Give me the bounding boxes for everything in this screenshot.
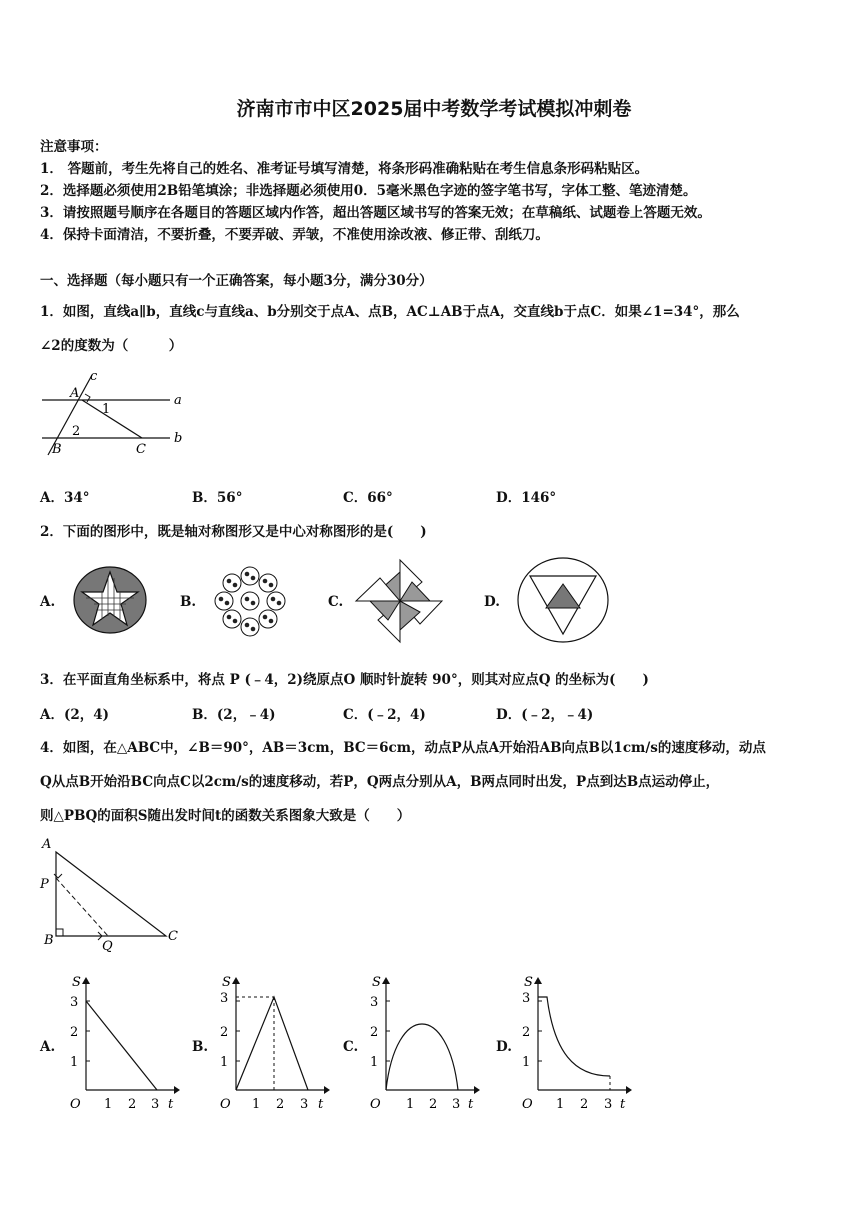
q4-option-b[interactable]: B. (192, 1039, 209, 1055)
q4-label-P: P (40, 877, 49, 892)
q3-option-d[interactable]: D．(﹣2，﹣4) (496, 707, 594, 723)
q4a-x3: 3 (151, 1097, 160, 1112)
q1-option-c[interactable]: C．66° (343, 490, 393, 506)
q1-label-a: a (174, 393, 182, 408)
q4-text-line3: 则△PBQ的面积S随出发时间t的函数关系图象大致是（ ） (40, 808, 411, 824)
q4b-y3: 3 (220, 991, 229, 1006)
q4b-y1: 1 (220, 1055, 229, 1070)
q2-figure-d-triangle-circle (516, 556, 610, 644)
q1-angle-1: 1 (102, 402, 111, 417)
q4d-label-S: S (524, 975, 533, 990)
q4-option-a[interactable]: A. (40, 1039, 56, 1055)
q4b-x1: 1 (252, 1097, 261, 1112)
q3-text-line1: 3．在平面直角坐标系中，将点 P (﹣4，2)绕原点O 顺时针旋转 90°，则其对应点Q 的坐标为( ) (40, 672, 649, 688)
notice-item-4: 4．保持卡面清洁，不要折叠，不要弄破、弄皱，不准使用涂改液、修正带、刮纸刀。 (40, 227, 549, 243)
q2-figure-b-flower (210, 564, 290, 640)
q4a-y2: 2 (70, 1025, 79, 1040)
q4-triangle-figure (38, 836, 188, 954)
q4c-y2: 2 (370, 1025, 379, 1040)
q2-figure-c-pinwheel (350, 558, 446, 644)
q1-option-a[interactable]: A．34° (40, 490, 90, 506)
q4c-y1: 1 (370, 1055, 379, 1070)
q1-text-line1: 1．如图，直线a∥b，直线c与直线a、b分别交于点A、点B，AC⊥AB于点A，交直线b于点C．如果∠1=34°，那么 (40, 304, 740, 320)
q4c-label-t: t (468, 1097, 474, 1112)
q1-label-B: B (52, 442, 62, 457)
q4c-label-S: S (372, 975, 381, 990)
q4d-y2: 2 (522, 1025, 531, 1040)
q4-option-d[interactable]: D. (496, 1039, 512, 1055)
q1-angle-2: 2 (72, 424, 81, 439)
q1-figure (40, 370, 190, 460)
q1-option-d[interactable]: D．146° (496, 490, 557, 506)
notice-item-2: 2．选择题必须使用2B铅笔填涂；非选择题必须使用0．5毫米黑色字迹的签字笔书写，字体工整、笔迹清楚。 (40, 183, 697, 199)
q3-option-b[interactable]: B．(2，﹣4) (192, 707, 276, 723)
q4-graph-b (212, 972, 332, 1112)
q4-label-Q: Q (102, 939, 113, 954)
q2-option-b[interactable]: B. (180, 594, 197, 610)
notice-item-1: 1． 答题前，考生先将自己的姓名、准考证号填写清楚，将条形码准确粘贴在考生信息条形码粘贴区。 (40, 161, 649, 177)
q2-text-line1: 2．下面的图形中，既是轴对称图形又是中心对称图形的是( ) (40, 524, 427, 540)
q4b-x3: 3 (300, 1097, 309, 1112)
q3-option-a[interactable]: A．(2，4) (40, 707, 110, 723)
q4c-x1: 1 (406, 1097, 415, 1112)
q4b-label-S: S (222, 975, 231, 990)
q4b-x2: 2 (276, 1097, 285, 1112)
q1-option-b[interactable]: B．56° (192, 490, 243, 506)
q2-option-c[interactable]: C. (328, 594, 344, 610)
notice-heading: 注意事项： (40, 139, 108, 155)
q4-label-B: B (44, 933, 54, 948)
q4b-label-O: O (220, 1097, 231, 1112)
q3-option-c[interactable]: C．(﹣2，4) (343, 707, 426, 723)
q4-label-A: A (42, 837, 52, 852)
q4d-x2: 2 (580, 1097, 589, 1112)
q1-label-A: A (70, 386, 80, 401)
q4d-x3: 3 (604, 1097, 613, 1112)
q4b-y2: 2 (220, 1025, 229, 1040)
q4-text-line1: 4．如图，在△ABC中，∠B＝90°，AB＝3cm，BC＝6cm，动点P从点A开始沿AB向点B以1cm/s的速度移动，动点 (40, 740, 766, 756)
q1-label-b: b (174, 431, 183, 446)
q2-figure-a-star-circle (72, 564, 148, 634)
q4a-y1: 1 (70, 1055, 79, 1070)
q4a-y3: 3 (70, 995, 79, 1010)
page-title: 济南市市中区2025届中考数学考试模拟冲刺卷 (236, 98, 632, 120)
q4a-x2: 2 (128, 1097, 137, 1112)
q4d-label-O: O (522, 1097, 533, 1112)
q4b-label-t: t (318, 1097, 324, 1112)
q4-option-c[interactable]: C. (343, 1039, 359, 1055)
q2-option-a[interactable]: A. (40, 594, 56, 610)
q1-label-c: c (90, 369, 98, 384)
q4d-y3: 3 (522, 991, 531, 1006)
q4d-label-t: t (620, 1097, 626, 1112)
q2-option-d[interactable]: D. (484, 594, 500, 610)
q4a-label-O: O (70, 1097, 81, 1112)
q4c-label-O: O (370, 1097, 381, 1112)
section-heading: 一、选择题（每小题只有一个正确答案，每小题3分，满分30分） (40, 273, 433, 289)
q4-text-line2: Q从点B开始沿BC向点C以2cm/s的速度移动，若P，Q两点分别从A，B两点同时出发，P点到达B点运动停止， (40, 774, 720, 790)
q4-graph-d (514, 972, 634, 1112)
q4d-y1: 1 (522, 1055, 531, 1070)
q4-graph-c (362, 972, 482, 1112)
q4a-label-t: t (168, 1097, 174, 1112)
notice-item-3: 3．请按照题号顺序在各题目的答题区域内作答，超出答题区域书写的答案无效；在草稿纸、试题卷上答题无效。 (40, 205, 711, 221)
q4d-x1: 1 (556, 1097, 565, 1112)
q1-label-C: C (136, 442, 146, 457)
q4c-y3: 3 (370, 995, 379, 1010)
q4a-label-S: S (72, 975, 81, 990)
q1-text-line2: ∠2的度数为（ ） (40, 338, 183, 354)
q4c-x2: 2 (429, 1097, 438, 1112)
q4a-x1: 1 (104, 1097, 113, 1112)
q4-graph-a (62, 972, 182, 1112)
q4c-x3: 3 (452, 1097, 461, 1112)
q4-label-C: C (168, 929, 178, 944)
